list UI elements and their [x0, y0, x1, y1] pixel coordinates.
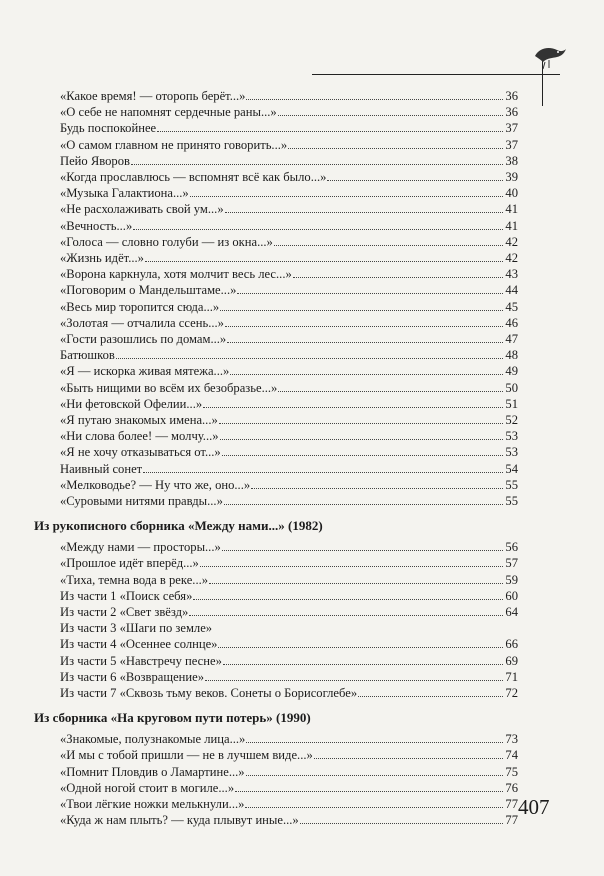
toc-entry	[60, 234, 518, 250]
toc-entry-page: 55	[505, 477, 518, 492]
toc-entry-page: 43	[505, 267, 518, 282]
toc-entry-title: «О самом главном не принято говорить...»	[60, 137, 288, 152]
toc-entry	[60, 444, 518, 460]
leader-dots	[314, 747, 503, 759]
leader-dots	[358, 685, 503, 697]
toc-entry-title: «Помнит Пловдив о Ламартине...»	[60, 764, 245, 779]
leader-dots	[222, 444, 503, 456]
toc-entry	[60, 747, 518, 763]
toc-entry-page: 41	[505, 202, 518, 217]
leader-dots	[225, 315, 503, 327]
toc-entry-page: 37	[505, 137, 518, 152]
toc-entry-title: «Знакомые, полузнакомые лица...»	[60, 732, 246, 747]
leader-dots	[203, 396, 503, 408]
toc-entry-title: Из части 2 «Свет звёзд»	[60, 605, 189, 619]
toc-entry-title: «Тиха, темна вода в реке...»	[60, 572, 209, 587]
toc-entry-title: «Одной ногой стоит в могиле...»	[60, 780, 235, 795]
leader-dots	[133, 218, 503, 230]
toc-entry-title: «Золотая — отчалила ссень...»	[60, 315, 224, 330]
toc-entry-title: «Гости разошлись по домам...»	[60, 332, 227, 346]
toc-entry-title: «Ни фетовской Офелии...»	[60, 396, 203, 411]
toc-entry-page: 59	[505, 572, 518, 587]
toc-entry	[60, 493, 518, 509]
toc-entry-title: «Я не хочу отказываться от...»	[60, 445, 221, 460]
toc-entry-page: 36	[505, 89, 518, 103]
leader-dots	[205, 669, 503, 681]
toc-entry-page: 60	[505, 588, 518, 603]
toc-entry-title: «Между нами — просторы...»	[60, 540, 221, 555]
toc-entry	[60, 282, 518, 298]
leader-dots	[224, 493, 503, 505]
toc-entry-title: «Куда ж нам плыть? — куда плывут иные...»	[60, 813, 299, 828]
toc-entry	[60, 363, 518, 379]
toc-entry-page: 77	[505, 813, 518, 828]
toc-entry	[60, 299, 518, 315]
toc-entry-page: 40	[505, 186, 518, 201]
toc-entry-title: «Прошлое идёт вперёд...»	[60, 556, 199, 571]
toc-entry-title: «Поговорим о Мандельштаме...»	[60, 283, 237, 298]
toc-entry-title: «Вечность...»	[60, 218, 133, 233]
toc-entry-page: 39	[505, 170, 518, 184]
leader-dots	[246, 731, 503, 743]
corner-rule-horizontal	[312, 74, 560, 75]
toc-entry	[60, 604, 518, 620]
toc-entry-title: «Ни слова более! — молчу...»	[60, 429, 219, 444]
toc-entry-title: Из части 3 «Шаги по земле»	[60, 621, 213, 636]
leader-dots	[200, 555, 503, 567]
leader-dots	[209, 572, 503, 584]
leader-dots	[327, 169, 503, 181]
leader-dots	[300, 812, 503, 824]
toc-entry-page: 55	[505, 494, 518, 508]
toc-entry	[60, 88, 518, 104]
toc-entry-page: 44	[505, 283, 518, 298]
leader-dots	[220, 299, 503, 311]
toc-entry-title: «Ворона каркнула, хотя молчит весь лес...»	[60, 267, 292, 282]
bird-emblem-icon	[533, 42, 567, 70]
leader-dots	[246, 764, 503, 776]
toc-entry	[60, 539, 518, 555]
page-number: 407	[518, 795, 550, 819]
toc-entry	[60, 636, 518, 652]
toc-entry	[60, 428, 518, 444]
leader-dots	[235, 780, 503, 792]
leader-dots	[251, 477, 503, 489]
toc-entry-page: 45	[505, 299, 518, 314]
toc-entry	[60, 185, 518, 201]
toc-entry	[60, 620, 518, 636]
toc-entry	[60, 380, 518, 396]
toc-entry-page: 69	[505, 653, 518, 668]
toc-entry-title: Из части 1 «Поиск себя»	[60, 588, 193, 603]
toc-entry	[60, 137, 518, 153]
toc-entry-title: Из части 6 «Возвращение»	[60, 669, 205, 684]
toc-entry-title: Пейо Яворов	[60, 153, 130, 168]
toc-entry-page: 38	[505, 153, 518, 168]
toc-entry-page: 77	[505, 797, 518, 811]
toc-entry-page: 76	[505, 780, 518, 795]
toc-entry-page: 54	[505, 461, 518, 476]
toc-entry-page: 71	[505, 669, 518, 684]
toc-entry	[60, 812, 518, 828]
toc-entry	[60, 169, 518, 185]
leader-dots	[288, 137, 503, 149]
toc-entry	[60, 120, 518, 136]
toc-entry-page: 64	[505, 605, 518, 619]
toc-entry	[60, 201, 518, 217]
leader-dots	[246, 88, 503, 100]
toc-entry-title: «Суровыми нитями правды...»	[60, 494, 223, 508]
toc-entry	[60, 731, 518, 747]
toc-entry-page: 66	[505, 637, 518, 652]
toc-entry-page: 41	[505, 218, 518, 233]
toc-entry-title: Из части 7 «Сквозь тьму веков. Сонеты о Борисоглебе»	[60, 686, 358, 700]
leader-dots	[219, 412, 503, 424]
toc-entry	[60, 588, 518, 604]
leader-dots	[225, 201, 503, 213]
toc-entry-page: 50	[505, 380, 518, 395]
section-heading: Из сборника «На круговом пути потерь» (1990)	[34, 710, 311, 726]
toc-entry	[60, 669, 518, 685]
toc-entry-title: Будь поспокойнее	[60, 121, 157, 136]
toc-entry	[60, 555, 518, 571]
toc-entry-title: «Какое время! — оторопь берёт...»	[60, 89, 246, 103]
leader-dots	[274, 234, 503, 246]
toc-entry-title: «Быть нищими во всём их безобразье...»	[60, 380, 278, 395]
leader-dots	[193, 588, 503, 600]
leader-dots	[222, 539, 503, 551]
toc-entry	[60, 685, 518, 701]
leader-dots	[190, 185, 503, 197]
toc-entry	[60, 153, 518, 169]
toc-entry-title: «О себе не напомнят сердечные раны...»	[60, 105, 277, 120]
toc-entry	[60, 250, 518, 266]
toc-entry-title: Из части 4 «Осеннее солнце»	[60, 637, 218, 652]
toc-entry-title: Наивный сонет	[60, 461, 143, 476]
toc-entry-page: 48	[505, 348, 518, 363]
toc-entry-title: «Мелководье? — Ну что же, оно...»	[60, 477, 251, 492]
toc-entry	[60, 780, 518, 796]
leader-dots	[143, 461, 503, 473]
toc-entry-title: «Когда прославлюсь — вспомнят всё как было...»	[60, 170, 327, 184]
toc-entry-title: «Не расхолаживать свой ум...»	[60, 202, 224, 217]
leader-dots	[145, 250, 503, 262]
toc-entry-title: Батюшков	[60, 348, 115, 363]
toc-entry	[60, 764, 518, 780]
leader-dots	[131, 153, 503, 165]
toc-entry	[60, 331, 518, 347]
toc-entry-page: 74	[505, 748, 518, 763]
toc-entry	[60, 653, 518, 669]
toc-entry-page: 52	[505, 413, 518, 427]
toc-entry-title: «Я — искорка живая мятежа...»	[60, 364, 230, 379]
leader-dots	[220, 428, 503, 440]
toc-entry-page: 51	[505, 396, 518, 411]
leader-dots	[227, 331, 503, 343]
section-heading: Из рукописного сборника «Между нами...» (1982)	[34, 518, 323, 534]
leader-dots	[223, 653, 503, 665]
toc-entry-page: 47	[505, 332, 518, 346]
leader-dots	[218, 636, 503, 648]
toc-entry-title: «Я путаю знакомых имена...»	[60, 413, 218, 427]
toc-entry-page: 53	[505, 429, 518, 444]
toc-entry	[60, 461, 518, 477]
toc-entry-title: Из части 5 «Навстречу песне»	[60, 653, 222, 668]
toc-entry	[60, 412, 518, 428]
toc-entry	[60, 572, 518, 588]
toc-entry	[60, 104, 518, 120]
leader-dots	[293, 266, 503, 278]
toc-entry-page: 73	[505, 732, 518, 747]
toc-entry-page: 42	[505, 234, 518, 249]
toc-entry-page: 46	[505, 315, 518, 330]
toc-entry	[60, 396, 518, 412]
leader-dots	[116, 347, 503, 359]
leader-dots	[278, 380, 503, 392]
toc-entry-page: 57	[505, 556, 518, 571]
toc-entry-page: 56	[505, 540, 518, 555]
toc-entry-page: 53	[505, 445, 518, 460]
toc-entry-page: 75	[505, 764, 518, 779]
leader-dots	[230, 363, 503, 375]
toc-entry-page: 36	[505, 105, 518, 120]
toc-entry-page: 37	[505, 121, 518, 136]
toc-entry	[60, 796, 518, 812]
toc-entry-title: «Весь мир торопится сюда...»	[60, 299, 220, 314]
toc-entry-page: 49	[505, 364, 518, 379]
leader-dots	[278, 104, 503, 116]
leader-dots	[237, 282, 503, 294]
toc-entry	[60, 266, 518, 282]
toc-entry	[60, 477, 518, 493]
toc-entry	[60, 347, 518, 363]
leader-dots	[189, 604, 503, 616]
toc-entry-title: «И мы с тобой пришли — не в лучшем виде...»	[60, 748, 313, 763]
leader-dots	[245, 796, 503, 808]
toc-entry-page: 72	[505, 686, 518, 700]
toc-entry-title: «Жизнь идёт...»	[60, 251, 144, 265]
leader-dots	[157, 120, 503, 132]
toc-entry-title: «Музыка Галактиона...»	[60, 186, 189, 201]
toc-entry-title: «Твои лёгкие ножки мелькнули...»	[60, 797, 245, 811]
toc-entry	[60, 218, 518, 234]
toc-entry-title: «Голоса — словно голуби — из окна...»	[60, 234, 273, 249]
toc-entry	[60, 315, 518, 331]
toc-entry-page: 42	[505, 251, 518, 265]
